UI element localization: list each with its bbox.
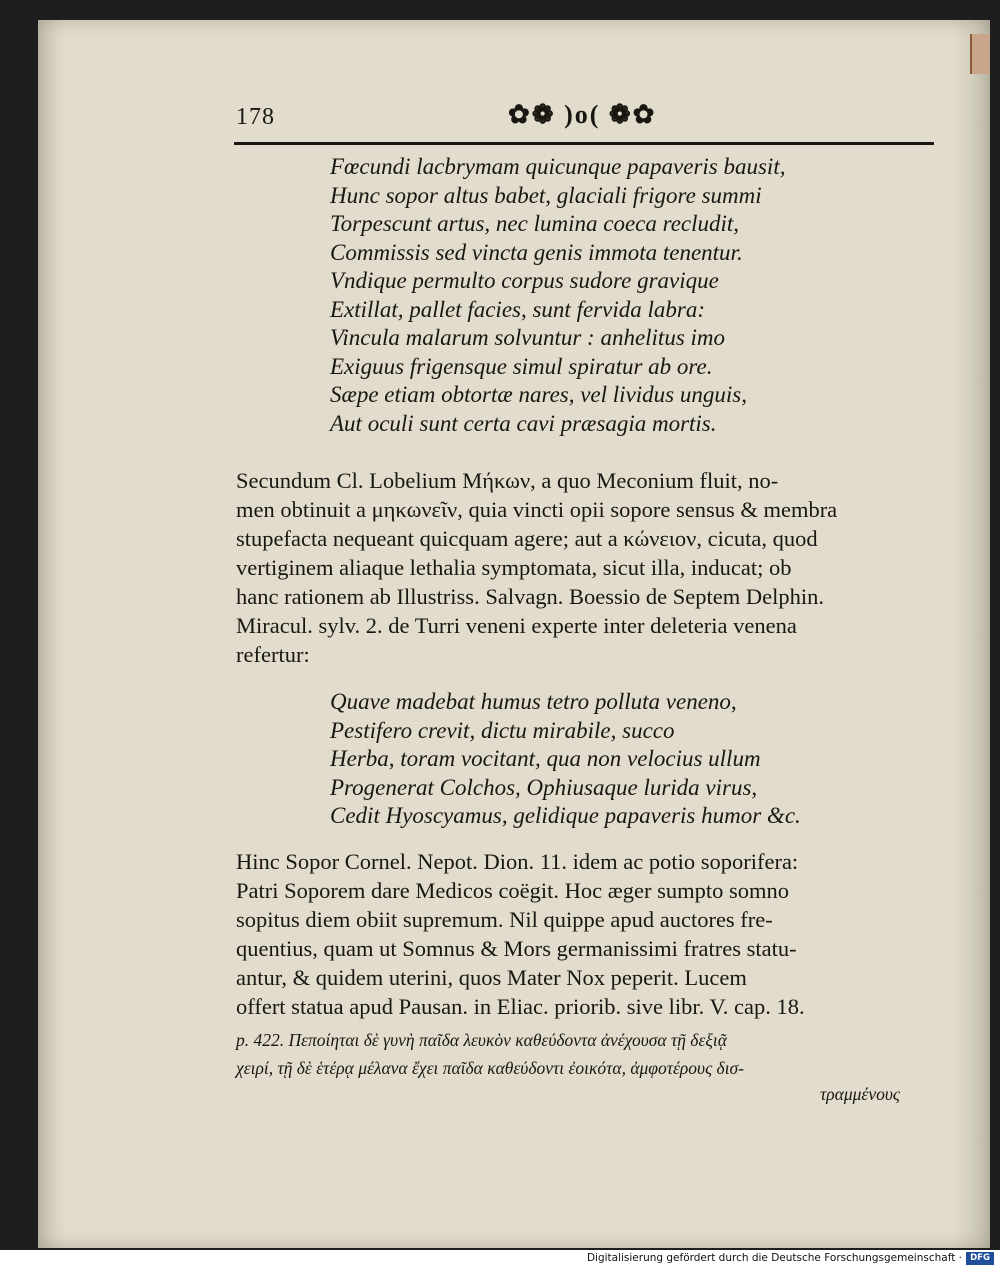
prose-line: quentius, quam ut Somnus & Mors germanissimi fratres statu- — [236, 936, 797, 961]
prose-line: offert statua apud Pausan. in Eliac. priorib. sive libr. V. cap. 18. — [236, 994, 805, 1019]
prose-line: vertiginem aliaque lethalia symptomata, sicut illa, inducat; ob — [236, 555, 792, 580]
verse-line: Commissis sed vincta genis immota tenentur. — [330, 239, 743, 265]
verse-line: Cedit Hyoscyamus, gelidique papaveris humor &c. — [330, 803, 801, 828]
prose-line: Patri Soporem dare Medicos coëgit. Hoc æger sumpto somno — [236, 878, 790, 903]
prose-line: Hinc Sopor Cornel. Nepot. Dion. 11. idem ac potio soporifera: — [236, 849, 799, 874]
verse-line: Quave madebat humus tetro polluta veneno, — [330, 689, 737, 714]
page-number: 178 — [236, 104, 275, 130]
prose-line: stupefacta nequeant quicquam agere; aut a κώνειον, cicuta, quod — [236, 526, 818, 551]
verse-line: Aut oculi sunt certa cavi præsagia mortis. — [330, 410, 717, 436]
prose-paragraph-1 — [236, 466, 936, 669]
prose-line: Secundum Cl. Lobelium Μήκων, a quo Meconium fluit, no- — [236, 468, 779, 493]
prose-line: refertur: — [236, 642, 310, 667]
verse-line: Exiguus frigensque simul spiratur ab ore. — [330, 353, 713, 379]
verse-line: Herba, toram vocitant, qua non velocius ullum — [330, 746, 761, 771]
book-page — [38, 20, 990, 1248]
verse-line: Fœcundi lacbrymam quicunque papaveris bausit, — [330, 154, 786, 179]
prose-line: hanc rationem ab Illustriss. Salvagn. Boessio de Septem Delphin. — [236, 584, 825, 609]
prose-paragraph-2 — [236, 847, 936, 1021]
verse-line: Pestifero crevit, dictu mirabile, succo — [330, 717, 675, 743]
verse-line: Hunc sopor altus babet, glaciali frigore summi — [330, 182, 762, 208]
header-rule — [234, 142, 934, 145]
verse-line: Torpescunt artus, nec lumina coeca recludit, — [330, 211, 740, 236]
verse-block-2 — [330, 688, 801, 831]
verse-line: Vndique permulto corpus sudore gravique — [330, 268, 719, 293]
verse-line: Sæpe etiam obtortæ nares, vel lividus unguis, — [330, 382, 747, 407]
greek-quote-line-2: χειρί, τῇ δὲ ἑτέρᾳ μέλανα ἔχει παῖδα καθεύδοντι ἐοικότα, ἀμφοτέρους δισ- — [236, 1058, 745, 1078]
verse-line: Progenerat Colchos, Ophiusaque lurida virus, — [330, 774, 758, 800]
prose-line: antur, & quidem uterini, quos Mater Nox peperit. Lucem — [236, 965, 747, 990]
footer-bar — [0, 1250, 1000, 1268]
verse-line: Vincula malarum solvuntur : anhelitus imo — [330, 325, 726, 350]
prose-line: Miracul. sylv. 2. de Turri veneni experte inter deleteria venena — [236, 613, 797, 638]
verse-line: Extillat, pallet facies, sunt fervida labra: — [330, 296, 705, 322]
page-corner-tab — [970, 34, 990, 74]
prose-line: men obtinuit a μηκωνεῖν, quia vincti opii sopore sensus & membra — [236, 497, 838, 522]
funding-credit: Digitalisierung gefördert durch die Deutsche Forschungsgemeinschaft · — [586, 1252, 962, 1264]
header-ornament: ✿❁ )o( ❁✿ — [508, 100, 657, 129]
verse-block-1 — [330, 153, 785, 438]
dfg-logo-icon[interactable]: DFG — [966, 1252, 994, 1265]
prose-line: sopitus diem obiit supremum. Nil quippe apud auctores fre- — [236, 907, 773, 932]
greek-quote-line-3: τραμμένους — [820, 1084, 900, 1104]
greek-quote-line-1: p. 422. Πεποίηται δὲ γυνὴ παῖδα λευκὸν καθεύδοντα ἀνέχουσα τῇ δεξιᾷ — [236, 1030, 727, 1050]
